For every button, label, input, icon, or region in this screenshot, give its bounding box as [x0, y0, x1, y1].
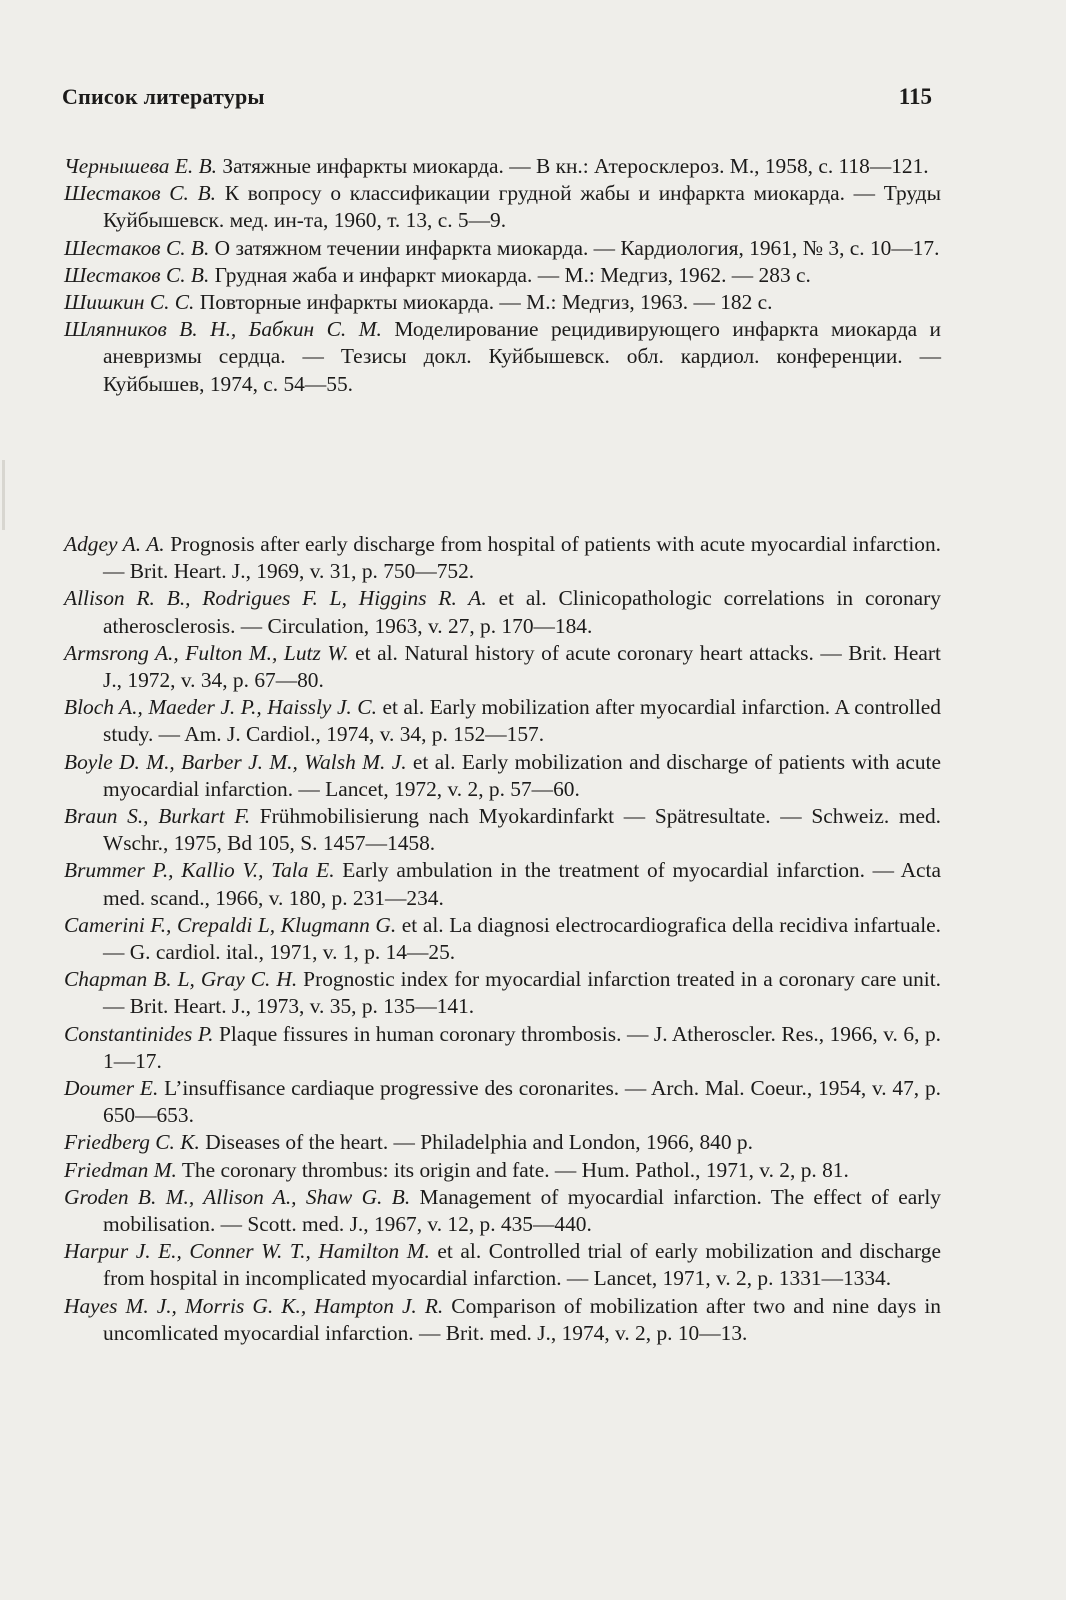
reference-item [64, 803, 941, 857]
reference-text: The coronary thrombus: its origin and fate. — Hum. Pathol., 1971, v. 2, p. 81. [176, 1157, 849, 1182]
reference-authors: Bloch A., Maeder J. P., Haissly J. C. [64, 695, 377, 720]
reference-text: О затяжном течении инфаркта миокарда. — Кардиология, 1961, № 3, с. 10—17. [209, 235, 940, 260]
reference-authors: Boyle D. M., Barber J. M., Walsh M. J. [64, 749, 407, 774]
reference-item [64, 857, 941, 911]
reference-text: et al. Controlled trial of early mobilization and discharge from hospital in incomplicated myocardial infarction. — Lancet, 1971, v. 2, p. 1331—1334. [103, 1239, 941, 1291]
reference-text: Comparison of mobilization after two and nine days in uncomlicated myocardial infarction. — Brit. med. J., 1974, v. 2, p. 10—13. [103, 1293, 942, 1345]
reference-authors: Armsrong A., Fulton M., Lutz W. [64, 640, 349, 665]
reference-item [64, 235, 941, 262]
reference-text: et al. Clinicopathologic correlations in coronary atherosclerosis. — Circulation, 1963, v. 27, p. 170—184. [103, 586, 941, 638]
reference-text: et al. La diagnosi electrocardiografica della recidiva infartuale. — G. cardiol. ital., 1971, v. 1, p. 14—25. [103, 912, 941, 965]
reference-item [64, 1021, 941, 1075]
reference-text: Management of myocardial infarction. The effect of early mobilisation. — Scott. med. J., 1967, v. 12, p. 435—440. [103, 1184, 941, 1237]
reference-item [64, 1184, 941, 1238]
reference-text: Грудная жаба и инфаркт миокарда. — М.: Медгиз, 1962. — 283 с. [209, 262, 811, 287]
reference-authors: Groden B. M., Allison A., Shaw G. B. [64, 1184, 411, 1209]
reference-text: Моделирование рецидивирующего инфаркта миокарда и аневризмы сердца. — Тезисы докл. Куйбышевск. обл. кардиол. конференции. — Куйбышев, 1974, с. 54—55. [103, 317, 942, 396]
reference-authors: Chapman B. L, Gray C. H. [64, 967, 298, 992]
reference-authors: Adgey A. A. [64, 532, 165, 556]
reference-authors: Шишкин С. С. [64, 290, 195, 315]
reference-item [64, 1157, 941, 1184]
reference-authors: Brummer P., Kallio V., Tala E. [64, 858, 335, 883]
reference-text: К вопросу о классификации грудной жабы и инфаркта миокарда. — Труды Куйбышевск. мед. ин-та, 1960, т. 13, с. 5—9. [103, 181, 941, 233]
reference-authors: Harpur J. E., Conner W. T., Hamilton M. [64, 1239, 430, 1264]
reference-text: Diseases of the heart. — Philadelphia and London, 1966, 840 p. [199, 1130, 753, 1155]
reference-authors: Шестаков С. В. [64, 235, 210, 260]
reference-authors: Constantinides P. [64, 1021, 214, 1046]
reference-authors: Camerini F., Crepaldi L, Klugmann G. [64, 912, 397, 937]
reference-item [64, 531, 941, 585]
page-number: 115 [898, 84, 932, 109]
reference-item [64, 640, 941, 694]
reference-text: et al. Natural history of acute coronary heart attacks. — Brit. Heart J., 1972, v. 34, p. 67—80. [103, 640, 941, 693]
reference-authors: Friedman M. [64, 1157, 177, 1182]
reference-authors: Шляпников В. Н., Бабкин С. М. [64, 317, 382, 342]
running-head [62, 84, 932, 110]
reference-item [64, 316, 941, 398]
reference-text: Plaque fissures in human coronary thrombosis. — J. Atheroscler. Res., 1966, v. 6, p. 1—17. [103, 1021, 942, 1073]
reference-authors: Hayes M. J., Morris G. K., Hampton J. R. [64, 1293, 444, 1318]
reference-list-foreign [64, 531, 941, 1347]
reference-text: L’insuffisance cardiaque progressive des coronarites. — Arch. Mal. Coeur., 1954, v. 47, p. 650—653. [103, 1076, 941, 1128]
reference-item [64, 1129, 941, 1156]
reference-authors: Doumer E. [64, 1076, 159, 1101]
reference-item [64, 585, 941, 639]
reference-text: Early ambulation in the treatment of myocardial infarction. — Acta med. scand., 1966, v. 180, p. 231—234. [103, 858, 941, 910]
reference-text: Frühmobilisierung nach Myokardinfarkt — Spätresultate. — Schweiz. med. Wschr., 1975, Bd 105, S. 1457—1458. [103, 804, 942, 856]
reference-item [64, 153, 941, 180]
reference-text: et al. Early mobilization and discharge of patients with acute myocardial infarction. — Lancet, 1972, v. 2, p. 57—60. [103, 749, 941, 801]
reference-item [64, 966, 941, 1020]
reference-text: Prognosis after early discharge from hospital of patients with acute myocardial infarction. — Brit. Heart. J., 1969, v. 31, p. 750—752. [103, 532, 941, 584]
reference-authors: Шестаков С. В. [64, 262, 210, 287]
reference-item [64, 749, 941, 803]
reference-authors: Шестаков С. В. [64, 181, 217, 206]
reference-authors: Allison R. B., Rodrigues F. L, Higgins R. A. [64, 586, 487, 611]
scan-margin-mark [2, 460, 5, 530]
reference-authors: Friedberg C. K. [64, 1130, 200, 1155]
reference-item [64, 694, 941, 748]
reference-item [64, 1075, 941, 1129]
reference-authors: Braun S., Burkart F. [64, 804, 251, 829]
reference-text: Повторные инфаркты миокарда. — М.: Медгиз, 1963. — 182 с. [194, 290, 773, 315]
reference-text: Затяжные инфаркты миокарда. — В кн.: Атеросклероз. М., 1958, с. 118—121. [217, 154, 929, 178]
reference-item [64, 1293, 941, 1347]
reference-item [64, 1238, 941, 1292]
reference-item [64, 262, 941, 289]
reference-item [64, 180, 941, 234]
reference-list-russian [64, 153, 941, 398]
reference-text: Prognostic index for myocardial infarction treated in a coronary care unit. — Brit. Heart. J., 1973, v. 35, p. 135—141. [103, 967, 941, 1019]
reference-item [64, 912, 941, 966]
reference-item [64, 289, 941, 316]
section-title: Список литературы [62, 84, 265, 109]
reference-text: et al. Early mobilization after myocardial infarction. A controlled study. — Am. J. Cardiol., 1974, v. 34, p. 152—157. [103, 695, 941, 747]
reference-authors: Чернышева Е. В. [64, 154, 218, 178]
